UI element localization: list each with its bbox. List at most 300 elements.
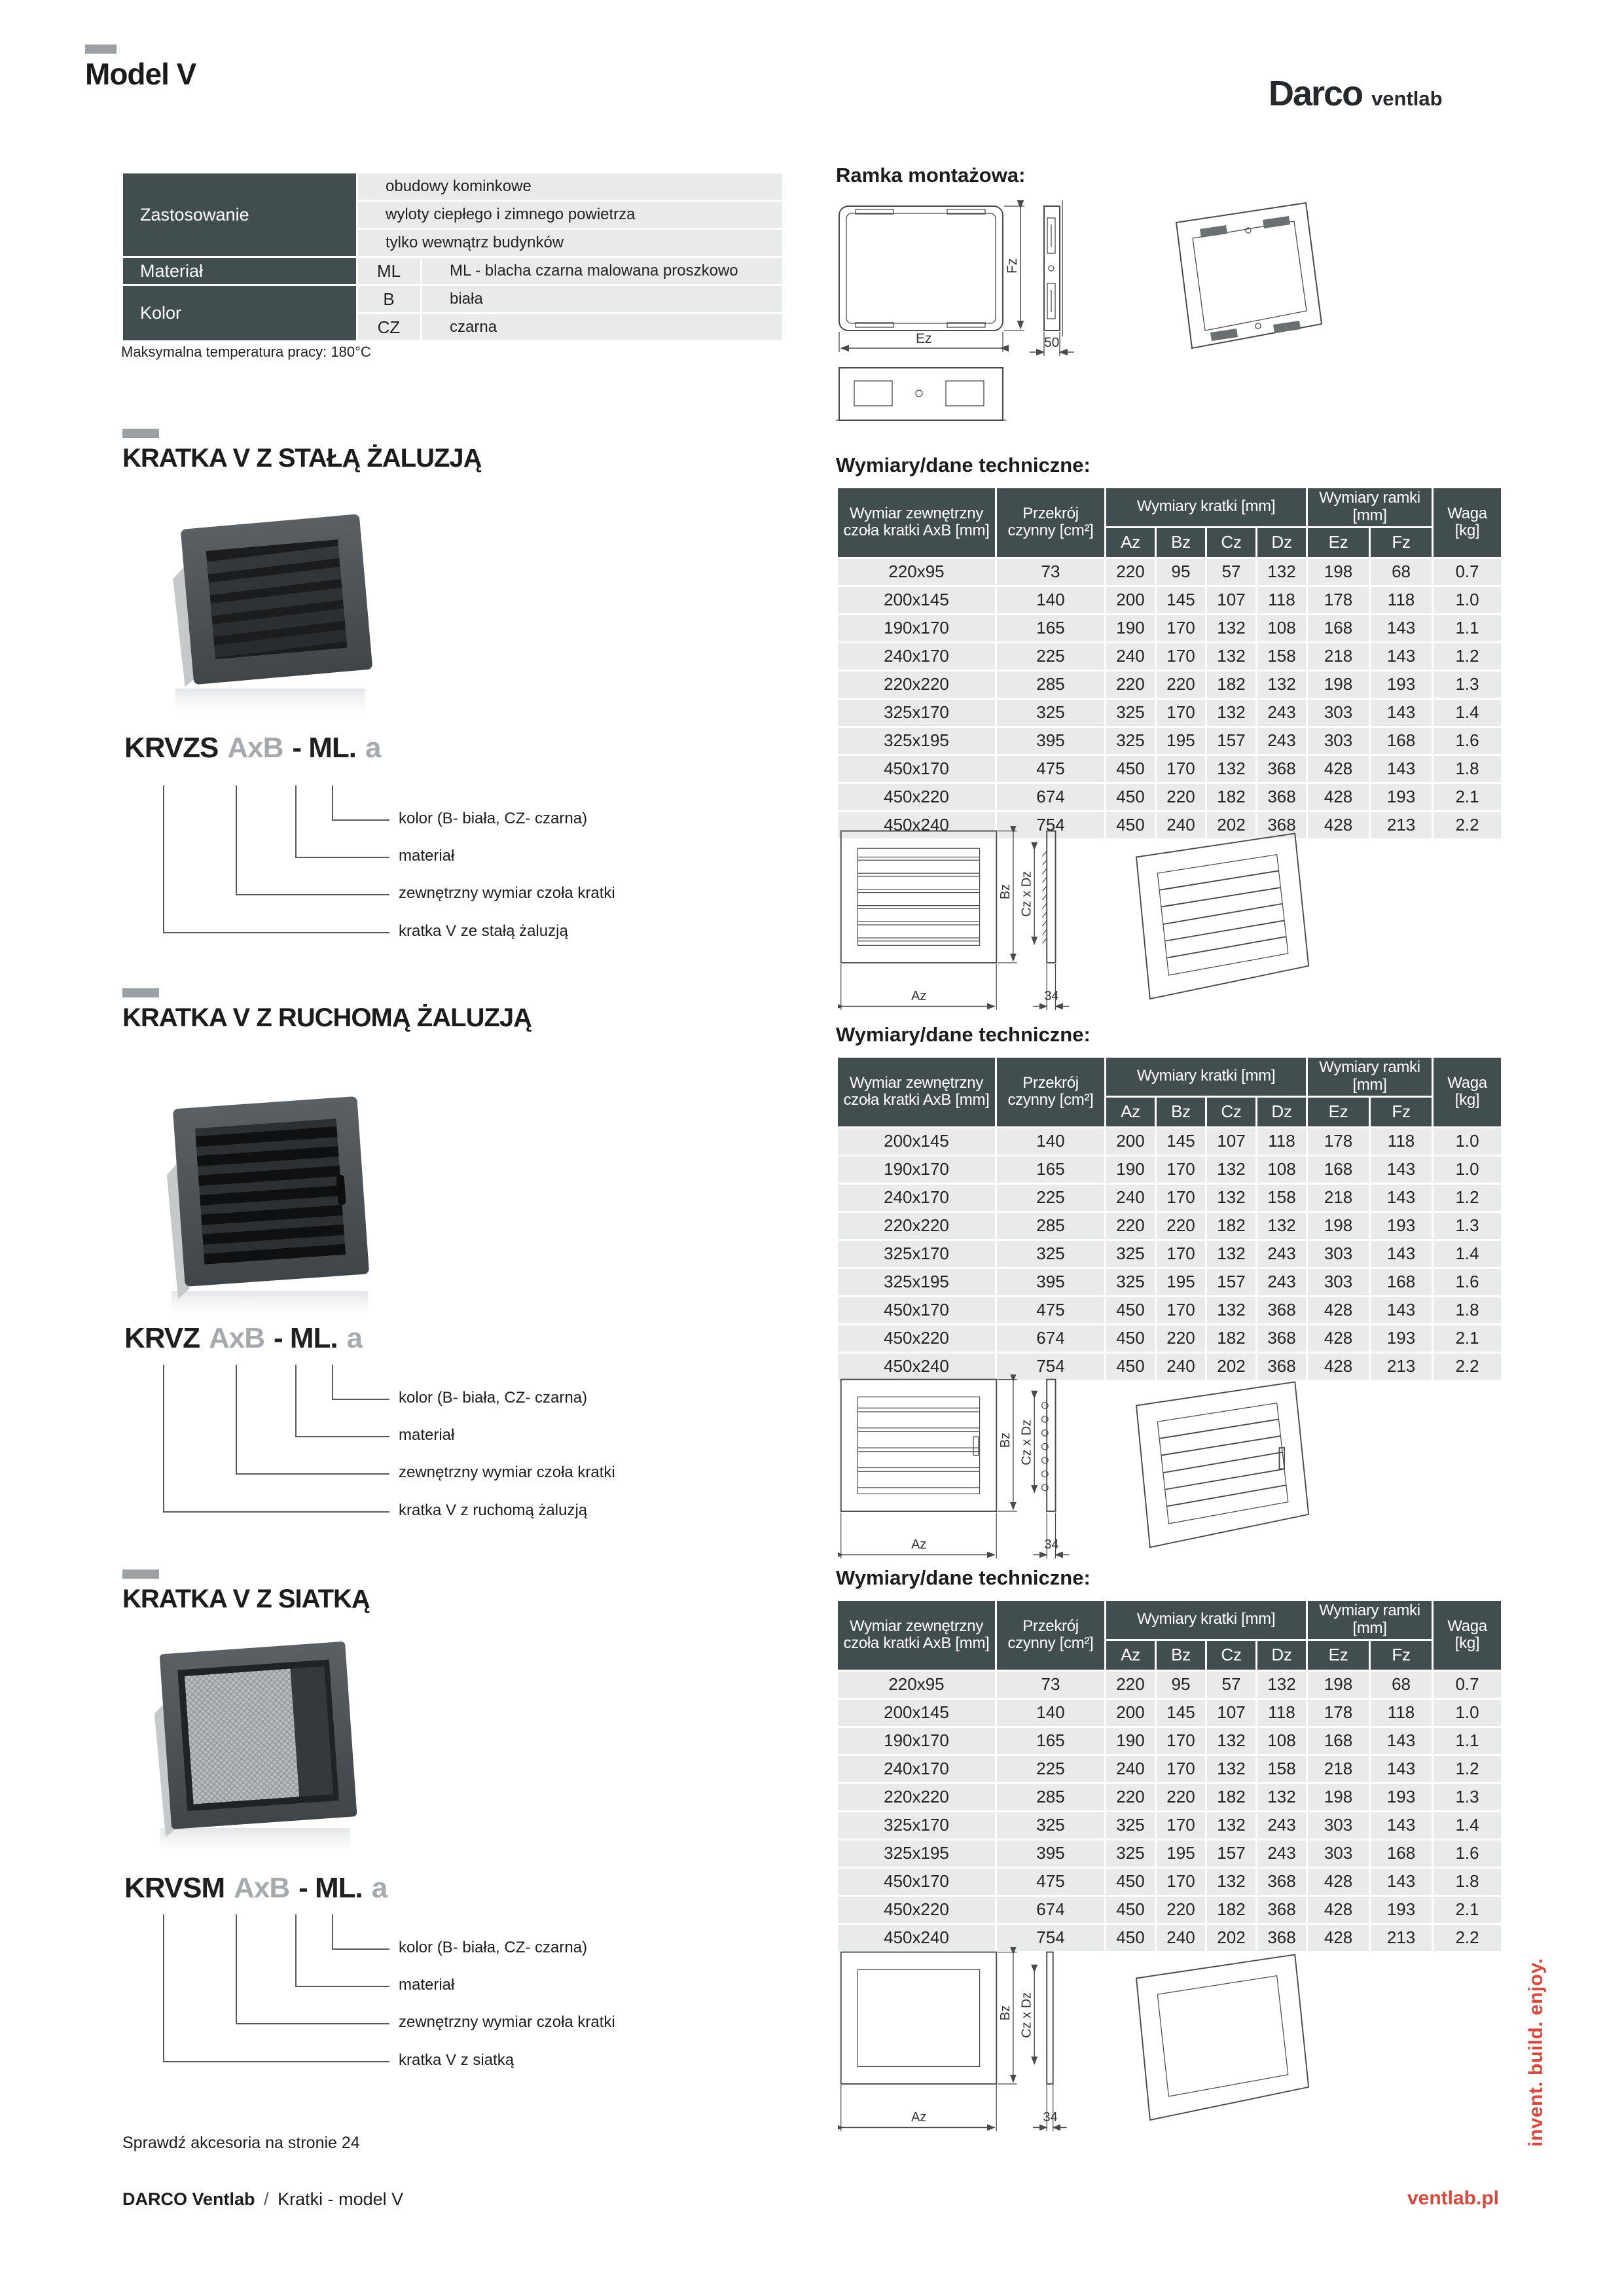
table-cell: 325x195	[838, 728, 995, 754]
svg-text:Cz x Dz: Cz x Dz	[1019, 1419, 1034, 1465]
table-cell: 368	[1257, 1354, 1306, 1380]
svg-text:Cz x Dz: Cz x Dz	[1019, 870, 1034, 917]
table-cell: 200	[1106, 1128, 1155, 1155]
table-cell: 450x240	[838, 812, 995, 838]
table-cell: 198	[1308, 672, 1369, 698]
table-cell: 1.3	[1434, 1213, 1501, 1239]
group-ramka: Wymiary ramki [mm]	[1308, 488, 1432, 526]
table-cell: 325x170	[838, 1241, 995, 1267]
col-section: Przekrój czynny [cm²]	[997, 488, 1104, 557]
col-az: Az	[1106, 1098, 1155, 1126]
table-cell: 73	[997, 559, 1104, 585]
table-cell: 368	[1257, 784, 1306, 810]
table-cell: 240	[1106, 643, 1155, 670]
table-cell: 240	[1157, 812, 1205, 838]
table-cell: 1.2	[1434, 643, 1501, 670]
table-cell: 158	[1257, 643, 1306, 670]
code-label-type: kratka V z ruchomą żaluzją	[399, 1501, 588, 1519]
table-cell: 220	[1106, 1784, 1155, 1810]
table-cell: 220	[1106, 1672, 1155, 1698]
table-cell: 182	[1207, 784, 1255, 810]
table-cell: 198	[1308, 1213, 1369, 1239]
table-cell: 674	[997, 784, 1104, 810]
page-title: Model V	[85, 57, 196, 91]
section1-heading: KRATKA V Z STAŁĄ ŻALUZJĄ	[122, 444, 482, 473]
table-cell: 118	[1257, 1128, 1306, 1155]
table-cell: 303	[1308, 1840, 1369, 1867]
spec-label-material: Materiał	[123, 258, 356, 284]
table-cell: 325	[997, 1812, 1104, 1839]
table-cell: 132	[1207, 643, 1255, 670]
table-cell: 325	[997, 1241, 1104, 1267]
product-photo-mesh	[134, 1628, 370, 1861]
col-outer-dim: Wymiar zewnętrzny czoła kratki AxB [mm]	[838, 1601, 995, 1670]
table-cell: 220x220	[838, 1784, 995, 1810]
col-cz: Cz	[1207, 528, 1255, 557]
col-fz: Fz	[1371, 528, 1432, 557]
table-cell: 1.0	[1434, 587, 1501, 613]
table-cell: 170	[1157, 756, 1205, 782]
table-cell: 1.0	[1434, 1128, 1501, 1155]
table-cell: 132	[1207, 1297, 1255, 1323]
table-cell: 428	[1308, 1869, 1369, 1895]
table-row	[838, 1869, 1501, 1895]
table-cell: 368	[1257, 1297, 1306, 1323]
table-cell: 182	[1207, 672, 1255, 698]
table-cell: 303	[1308, 700, 1369, 726]
col-ez: Ez	[1308, 528, 1369, 557]
table-cell: 450x220	[838, 1325, 995, 1352]
darco-logo	[1269, 73, 1443, 114]
ramka-heading: Ramka montażowa:	[836, 164, 1026, 187]
table-cell: 220	[1106, 1213, 1155, 1239]
table-cell: 674	[997, 1325, 1104, 1352]
table-cell: 168	[1308, 1157, 1369, 1183]
table-cell: 243	[1257, 1241, 1306, 1267]
table-cell: 325	[1106, 1241, 1155, 1267]
table-cell: 182	[1207, 1784, 1255, 1810]
table-cell: 198	[1308, 1784, 1369, 1810]
spec-value: obudowy kominkowe	[358, 173, 782, 200]
table-cell: 170	[1157, 1185, 1205, 1211]
table-cell: 395	[997, 728, 1104, 754]
table-cell: 1.4	[1434, 700, 1501, 726]
col-fz: Fz	[1371, 1098, 1432, 1126]
table-cell: 240x170	[838, 1756, 995, 1782]
table-cell: 428	[1308, 1297, 1369, 1323]
table-cell: 1.1	[1434, 615, 1501, 641]
table-cell: 450	[1106, 1325, 1155, 1352]
table-cell: 143	[1371, 700, 1432, 726]
spec-code: B	[358, 286, 420, 312]
table-cell: 325x195	[838, 1840, 995, 1867]
table-cell: 158	[1257, 1756, 1306, 1782]
code-color: a	[371, 1872, 388, 1904]
code-material: - ML.	[298, 1872, 363, 1904]
table-cell: 325	[1106, 1812, 1155, 1839]
table-cell: 220	[1157, 672, 1205, 698]
table-cell: 193	[1371, 784, 1432, 810]
table-cell: 170	[1157, 1728, 1205, 1754]
table-cell: 220x220	[838, 672, 995, 698]
table-cell: 168	[1308, 1728, 1369, 1754]
table-cell: 240	[1106, 1756, 1155, 1782]
table-cell: 143	[1371, 1869, 1432, 1895]
dimensions-table-1	[836, 486, 1503, 840]
spec-value: ML - blacha czarna malowana proszkowo	[422, 258, 782, 284]
table-cell: 143	[1371, 643, 1432, 670]
table-cell: 195	[1157, 1269, 1205, 1295]
table-row	[838, 1128, 1501, 1155]
table-cell: 170	[1157, 700, 1205, 726]
table-cell: 220	[1157, 784, 1205, 810]
col-ez: Ez	[1308, 1098, 1369, 1126]
table-cell: 213	[1371, 812, 1432, 838]
table-cell: 450	[1106, 784, 1155, 810]
table-cell: 368	[1257, 812, 1306, 838]
spec-label-application: Zastosowanie	[123, 173, 356, 256]
product-code-krvzs	[124, 732, 389, 764]
table-cell: 73	[997, 1672, 1104, 1698]
table-cell: 243	[1257, 1812, 1306, 1839]
table-cell: 132	[1207, 1869, 1255, 1895]
table-cell: 157	[1207, 1840, 1255, 1867]
table-row	[838, 559, 1501, 585]
tech-heading: Wymiary/dane techniczne:	[836, 1566, 1091, 1589]
table-cell: 220x220	[838, 1213, 995, 1239]
col-az: Az	[1106, 1641, 1155, 1670]
table-cell: 200x145	[838, 1128, 995, 1155]
table-cell: 325	[997, 700, 1104, 726]
table-cell: 450	[1106, 1354, 1155, 1380]
table-cell: 243	[1257, 728, 1306, 754]
spec-code: ML	[358, 258, 420, 284]
table-cell: 190x170	[838, 1728, 995, 1754]
table-cell: 143	[1371, 1756, 1432, 1782]
table-cell: 243	[1257, 700, 1306, 726]
table-cell: 450x170	[838, 1297, 995, 1323]
table-cell: 240x170	[838, 643, 995, 670]
table-cell: 213	[1371, 1354, 1432, 1380]
website-link[interactable]: ventlab.pl	[1407, 2187, 1499, 2209]
table-cell: 170	[1157, 1756, 1205, 1782]
table-cell: 450	[1106, 1897, 1155, 1923]
table-cell: 193	[1371, 1897, 1432, 1923]
code-label-material: materiał	[399, 1426, 455, 1444]
table-cell: 132	[1207, 1241, 1255, 1267]
table-cell: 168	[1371, 728, 1432, 754]
table-cell: 132	[1257, 559, 1306, 585]
table-cell: 190x170	[838, 1157, 995, 1183]
table-cell: 325	[1106, 700, 1155, 726]
table-cell: 428	[1308, 1925, 1369, 1951]
table-row	[838, 1897, 1501, 1923]
table-cell: 140	[997, 1128, 1104, 1155]
table-cell: 2.1	[1434, 784, 1501, 810]
table-cell: 57	[1207, 1672, 1255, 1698]
table-cell: 475	[997, 1869, 1104, 1895]
table-cell: 220x95	[838, 559, 995, 585]
table-row	[838, 1213, 1501, 1239]
svg-text:34: 34	[1043, 2110, 1058, 2125]
table-cell: 132	[1207, 1756, 1255, 1782]
table-cell: 450	[1106, 812, 1155, 838]
table-cell: 450x220	[838, 784, 995, 810]
table-cell: 108	[1257, 1157, 1306, 1183]
svg-text:Az: Az	[911, 1537, 927, 1552]
product-code-krvz	[124, 1322, 371, 1355]
code-name: KRVZ	[124, 1322, 200, 1354]
table-cell: 170	[1157, 615, 1205, 641]
table-cell: 165	[997, 615, 1104, 641]
table-cell: 220	[1157, 1325, 1205, 1352]
spec-value: biała	[422, 286, 782, 312]
table-cell: 2.2	[1434, 1925, 1501, 1951]
table-cell: 200	[1106, 1700, 1155, 1726]
product-photo-fixed-louver	[149, 499, 385, 721]
table-cell: 195	[1157, 728, 1205, 754]
col-fz: Fz	[1371, 1641, 1432, 1670]
product-photo-movable-louver	[145, 1083, 386, 1324]
col-dz: Dz	[1257, 1098, 1306, 1126]
table-cell: 95	[1157, 1672, 1205, 1698]
code-size: AxB	[234, 1872, 290, 1904]
code-size: AxB	[208, 1322, 265, 1354]
table-row	[838, 1157, 1501, 1183]
table-cell: 202	[1207, 1925, 1255, 1951]
tech-heading: Wymiary/dane techniczne:	[836, 454, 1091, 476]
code-label-type: kratka V z siatką	[399, 2051, 514, 2069]
table-row	[838, 1269, 1501, 1295]
spec-value: tylko wewnątrz budynków	[358, 230, 782, 256]
table-cell: 428	[1308, 756, 1369, 782]
table-cell: 450x240	[838, 1925, 995, 1951]
table-cell: 157	[1207, 728, 1255, 754]
svg-text:Az: Az	[911, 989, 927, 1003]
table-cell: 1.6	[1434, 1840, 1501, 1867]
table-cell: 368	[1257, 1325, 1306, 1352]
svg-text:Fz: Fz	[1005, 258, 1020, 274]
table-cell: 754	[997, 1925, 1104, 1951]
product-code-krvsm	[124, 1872, 396, 1905]
table-row	[838, 756, 1501, 782]
spec-label-color: Kolor	[123, 286, 356, 340]
table-cell: 182	[1207, 1325, 1255, 1352]
col-bz: Bz	[1157, 528, 1205, 557]
code-label-color: kolor (B- biała, CZ- czarna)	[399, 810, 588, 827]
table-cell: 1.8	[1434, 1297, 1501, 1323]
table-cell: 450	[1106, 1925, 1155, 1951]
table-cell: 754	[997, 812, 1104, 838]
table-cell: 193	[1371, 1213, 1432, 1239]
table-cell: 118	[1371, 1128, 1432, 1155]
table-cell: 475	[997, 756, 1104, 782]
accent-bar	[122, 429, 159, 438]
table-cell: 190	[1106, 1157, 1155, 1183]
table-cell: 325	[1106, 728, 1155, 754]
table-cell: 2.2	[1434, 1354, 1501, 1380]
table-cell: 145	[1157, 587, 1205, 613]
code-label-material: materiał	[399, 847, 455, 865]
table-cell: 178	[1308, 587, 1369, 613]
table-cell: 170	[1157, 1869, 1205, 1895]
table-cell: 132	[1207, 1728, 1255, 1754]
table-cell: 0.7	[1434, 559, 1501, 585]
table-cell: 202	[1207, 1354, 1255, 1380]
table-cell: 220	[1106, 559, 1155, 585]
accent-bar	[85, 45, 117, 54]
table-cell: 1.6	[1434, 728, 1501, 754]
table-cell: 368	[1257, 1897, 1306, 1923]
code-label-dimension: zewnętrzny wymiar czoła kratki	[399, 1463, 615, 1481]
section3-heading: KRATKA V Z SIATKĄ	[122, 1585, 370, 1613]
table-cell: 240	[1157, 1925, 1205, 1951]
table-cell: 218	[1308, 1756, 1369, 1782]
tech-heading: Wymiary/dane techniczne:	[836, 1023, 1091, 1046]
section2-heading: KRATKA V Z RUCHOMĄ ŻALUZJĄ	[122, 1003, 532, 1032]
table-cell: 428	[1308, 1354, 1369, 1380]
table-cell: 450x220	[838, 1897, 995, 1923]
table-cell: 118	[1257, 587, 1306, 613]
col-ez: Ez	[1308, 1641, 1369, 1670]
table-cell: 303	[1308, 1241, 1369, 1267]
code-material: - ML.	[274, 1322, 338, 1354]
table-cell: 450	[1106, 1297, 1155, 1323]
table-row	[838, 700, 1501, 726]
table-cell: 1.4	[1434, 1241, 1501, 1267]
table-row	[838, 1241, 1501, 1267]
table-cell: 143	[1371, 756, 1432, 782]
table-cell: 132	[1257, 1784, 1306, 1810]
svg-text:34: 34	[1044, 989, 1059, 1003]
table-cell: 220	[1157, 1897, 1205, 1923]
col-dz: Dz	[1257, 1641, 1306, 1670]
table-cell: 243	[1257, 1840, 1306, 1867]
grille-drawing-mesh	[838, 1947, 1348, 2134]
code-name: KRVZS	[124, 732, 219, 764]
table-cell: 1.8	[1434, 756, 1501, 782]
table-cell: 1.2	[1434, 1185, 1501, 1211]
table-cell: 140	[997, 587, 1104, 613]
svg-text:50: 50	[1044, 335, 1060, 350]
table-cell: 220x95	[838, 1672, 995, 1698]
table-cell: 428	[1308, 1897, 1369, 1923]
col-cz: Cz	[1207, 1098, 1255, 1126]
col-outer-dim: Wymiar zewnętrzny czoła kratki AxB [mm]	[838, 488, 995, 557]
col-outer-dim: Wymiar zewnętrzny czoła kratki AxB [mm]	[838, 1058, 995, 1126]
col-section: Przekrój czynny [cm²]	[997, 1058, 1104, 1126]
code-label-color: kolor (B- biała, CZ- czarna)	[399, 1939, 588, 1956]
col-waga: Waga [kg]	[1434, 488, 1501, 557]
max-temperature-note: Maksymalna temperatura pracy: 180°C	[121, 344, 371, 360]
footer-brand: DARCO Ventlab	[122, 2189, 255, 2209]
group-kratka: Wymiary kratki [mm]	[1106, 488, 1306, 526]
table-cell: 325x170	[838, 700, 995, 726]
table-row	[838, 643, 1501, 670]
spec-value: wyloty ciepłego i zimnego powietrza	[358, 202, 782, 228]
table-cell: 140	[997, 1700, 1104, 1726]
table-cell: 220	[1157, 1784, 1205, 1810]
spec-code: CZ	[358, 314, 420, 340]
table-cell: 213	[1371, 1925, 1432, 1951]
table-cell: 182	[1207, 1897, 1255, 1923]
svg-text:Az: Az	[911, 2110, 927, 2125]
table-row	[838, 1840, 1501, 1867]
table-cell: 165	[997, 1728, 1104, 1754]
group-kratka: Wymiary kratki [mm]	[1106, 1601, 1306, 1639]
table-cell: 190	[1106, 1728, 1155, 1754]
table-cell: 450	[1106, 1869, 1155, 1895]
table-cell: 285	[997, 1784, 1104, 1810]
table-cell: 118	[1371, 1700, 1432, 1726]
table-cell: 145	[1157, 1128, 1205, 1155]
accent-bar	[122, 988, 159, 997]
table-cell: 193	[1371, 1325, 1432, 1352]
table-cell: 168	[1371, 1269, 1432, 1295]
table-cell: 303	[1308, 1812, 1369, 1839]
table-cell: 285	[997, 672, 1104, 698]
table-cell: 170	[1157, 1297, 1205, 1323]
table-cell: 450x170	[838, 1869, 995, 1895]
table-cell: 303	[1308, 1269, 1369, 1295]
code-size: AxB	[227, 732, 283, 764]
table-cell: 1.2	[1434, 1756, 1501, 1782]
table-cell: 198	[1308, 559, 1369, 585]
table-cell: 395	[997, 1840, 1104, 1867]
table-cell: 218	[1308, 643, 1369, 670]
table-cell: 190	[1106, 615, 1155, 641]
table-cell: 754	[997, 1354, 1104, 1380]
table-cell: 108	[1257, 1728, 1306, 1754]
table-cell: 132	[1207, 756, 1255, 782]
table-cell: 225	[997, 1185, 1104, 1211]
table-row	[838, 1756, 1501, 1782]
table-cell: 2.1	[1434, 1897, 1501, 1923]
table-cell: 170	[1157, 643, 1205, 670]
table-cell: 200	[1106, 587, 1155, 613]
table-cell: 132	[1257, 1213, 1306, 1239]
table-row	[838, 1700, 1501, 1726]
brand-tagline: invent. build. enjoy.	[1525, 1958, 1547, 2147]
table-cell: 1.6	[1434, 1269, 1501, 1295]
table-cell: 674	[997, 1897, 1104, 1923]
table-cell: 170	[1157, 1241, 1205, 1267]
col-waga: Waga [kg]	[1434, 1601, 1501, 1670]
grille-drawing-fixed-louver	[838, 826, 1348, 1013]
spec-value: czarna	[422, 314, 782, 340]
svg-text:34: 34	[1044, 1537, 1059, 1552]
code-material: - ML.	[292, 732, 356, 764]
table-cell: 395	[997, 1269, 1104, 1295]
table-cell: 170	[1157, 1157, 1205, 1183]
svg-text:Ez: Ez	[916, 331, 932, 346]
svg-text:Cz x Dz: Cz x Dz	[1019, 1992, 1034, 2038]
table-cell: 190x170	[838, 615, 995, 641]
table-cell: 368	[1257, 1869, 1306, 1895]
table-row	[838, 672, 1501, 698]
code-color: a	[346, 1322, 363, 1354]
table-cell: 1.3	[1434, 1784, 1501, 1810]
code-label-dimension: zewnętrzny wymiar czoła kratki	[399, 884, 615, 902]
table-cell: 325x195	[838, 1269, 995, 1295]
accessories-note: Sprawdź akcesoria na stronie 24	[122, 2134, 360, 2152]
table-row	[838, 587, 1501, 613]
table-cell: 218	[1308, 1185, 1369, 1211]
table-cell: 202	[1207, 812, 1255, 838]
table-cell: 168	[1308, 615, 1369, 641]
logo-brand-text: Darco	[1269, 74, 1363, 113]
table-cell: 1.0	[1434, 1157, 1501, 1183]
